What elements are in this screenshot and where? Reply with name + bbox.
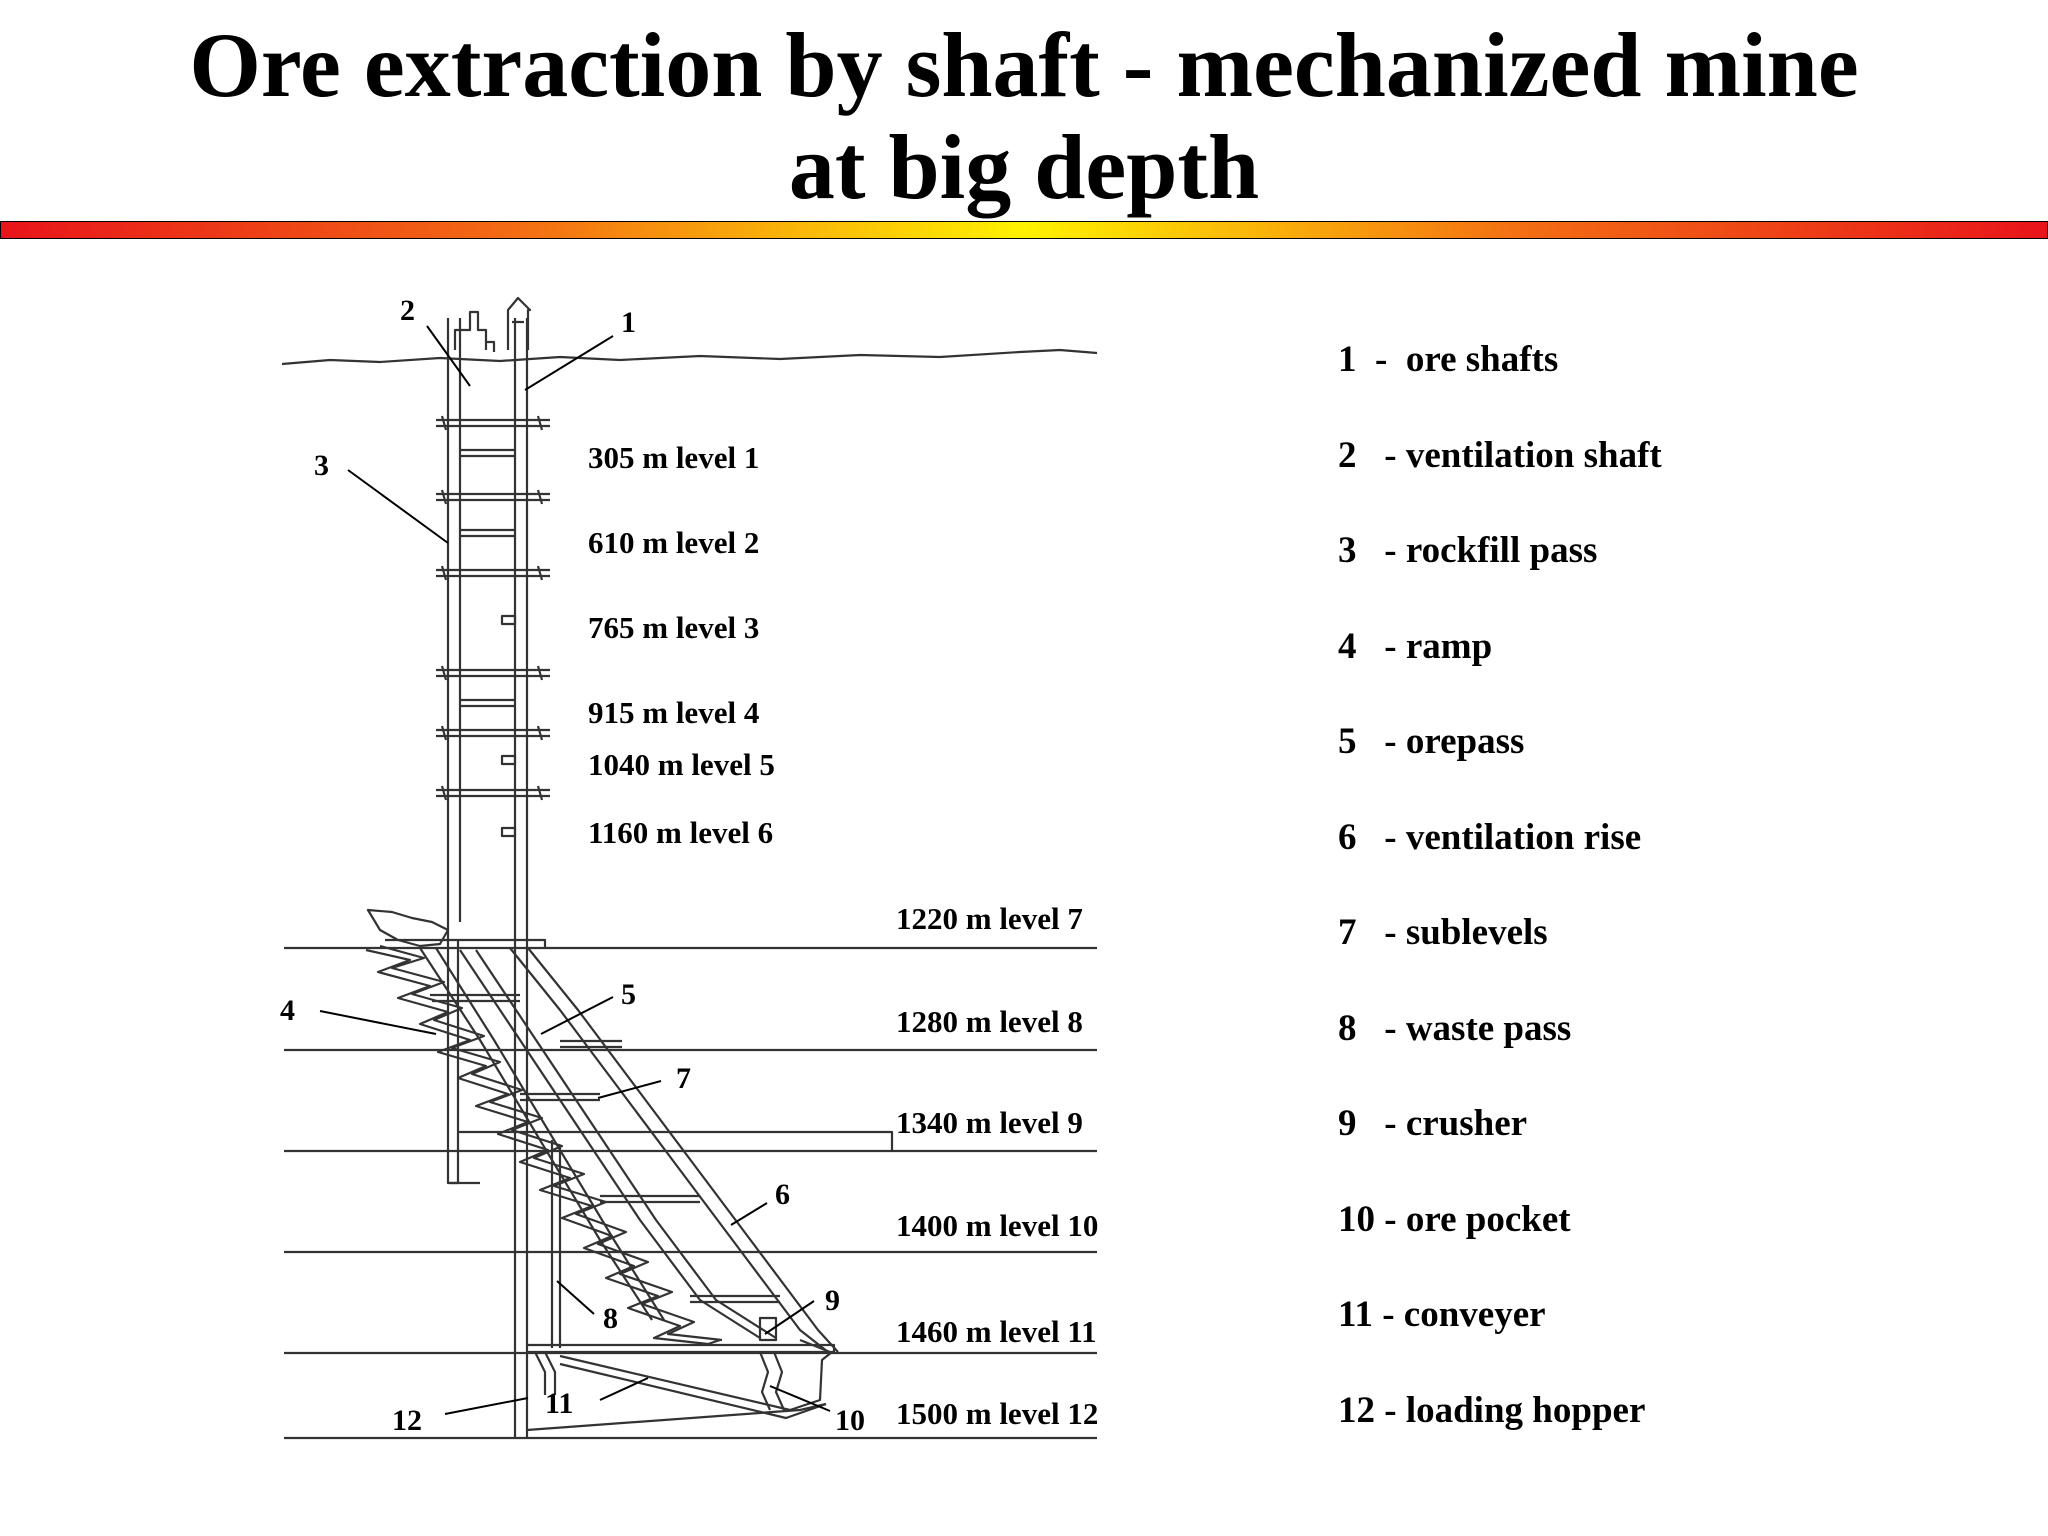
level-label-1: 305 m level 1 bbox=[588, 440, 760, 475]
legend-item: 5 - orepass bbox=[1338, 721, 1525, 762]
level-label-2: 610 m level 2 bbox=[588, 525, 760, 560]
legend-item: 6 - ventilation rise bbox=[1338, 816, 1642, 858]
level-label-7: 1220 m level 7 bbox=[896, 901, 1083, 936]
headframe bbox=[455, 298, 530, 352]
level-label-9: 1340 m level 9 bbox=[896, 1105, 1083, 1140]
callout-4: 4 bbox=[280, 994, 295, 1027]
page-title-line-2: at big depth bbox=[788, 116, 1260, 218]
level-label-8: 1280 m level 8 bbox=[896, 1004, 1083, 1039]
legend-item: 1 - ore shafts bbox=[1338, 339, 1559, 380]
legend-item: 12 - loading hopper bbox=[1338, 1389, 1646, 1431]
ore-pocket bbox=[760, 1352, 784, 1410]
legend-item: 2 - ventilation shaft bbox=[1338, 434, 1662, 476]
legend-item: 10 - ore pocket bbox=[1338, 1198, 1571, 1240]
callout-5: 5 bbox=[621, 978, 636, 1011]
callout-1: 1 bbox=[621, 306, 636, 339]
legend-list bbox=[1338, 336, 1662, 1482]
callout-3: 3 bbox=[314, 449, 329, 482]
callout-8: 8 bbox=[603, 1302, 618, 1335]
level-label-12: 1500 m level 12 bbox=[896, 1396, 1099, 1431]
callout-11: 11 bbox=[545, 1387, 574, 1420]
callout-6: 6 bbox=[775, 1178, 790, 1211]
legend-item: 7 - sublevels bbox=[1338, 912, 1548, 953]
ground-surface bbox=[282, 350, 1097, 364]
ventilation-shaft-walls bbox=[448, 318, 460, 922]
level-crossings bbox=[436, 416, 550, 836]
legend-item: 3 - rockfill pass bbox=[1338, 530, 1598, 571]
level-label-6: 1160 m level 6 bbox=[588, 815, 774, 850]
level-labels bbox=[588, 440, 1098, 1431]
conveyer bbox=[560, 1352, 832, 1418]
callout-10: 10 bbox=[835, 1404, 865, 1437]
legend-item: 11 - conveyer bbox=[1338, 1294, 1546, 1335]
page-title-line-1: Ore extraction by shaft - mechanized mine bbox=[189, 14, 1859, 116]
level-label-10: 1400 m level 10 bbox=[896, 1208, 1099, 1243]
legend-item: 4 - ramp bbox=[1338, 625, 1493, 667]
orepass bbox=[460, 950, 776, 1338]
level-label-3: 765 m level 3 bbox=[588, 610, 760, 645]
level-11-platform bbox=[527, 1345, 834, 1352]
callout-numbers bbox=[280, 294, 865, 1437]
ore-shaft-walls bbox=[515, 318, 527, 1437]
level-label-11: 1460 m level 11 bbox=[896, 1314, 1097, 1349]
legend-item: 8 - waste pass bbox=[1338, 1007, 1572, 1049]
level-label-4: 915 m level 4 bbox=[588, 695, 760, 730]
level-7-platform bbox=[385, 940, 892, 1183]
callout-9: 9 bbox=[825, 1284, 840, 1317]
callout-leaders bbox=[320, 326, 830, 1414]
callout-12: 12 bbox=[392, 1404, 422, 1437]
level-label-5: 1040 m level 5 bbox=[588, 747, 775, 782]
rockfill-pass-walls bbox=[448, 922, 458, 1183]
callout-2: 2 bbox=[400, 294, 415, 327]
callout-7: 7 bbox=[676, 1062, 691, 1095]
legend-item: 9 - crusher bbox=[1338, 1103, 1528, 1144]
